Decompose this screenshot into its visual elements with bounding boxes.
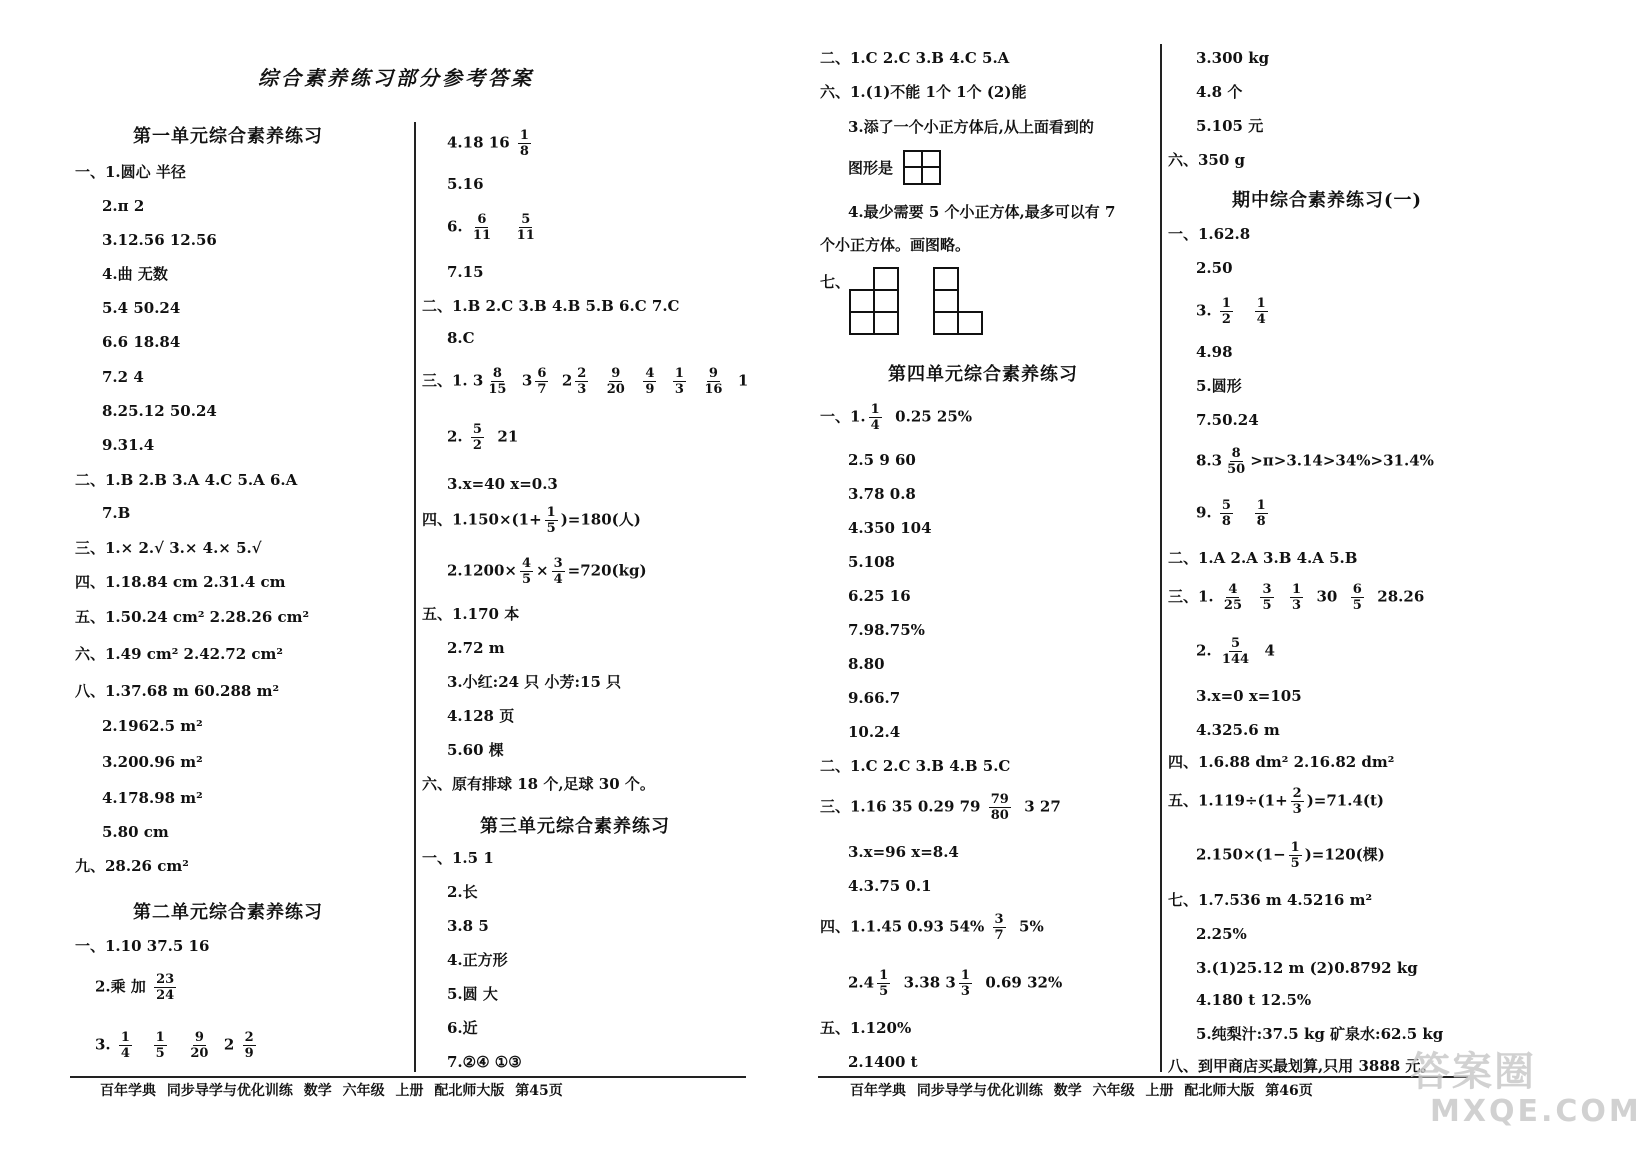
- text: ×: [536, 561, 549, 580]
- numerator: 1: [870, 402, 880, 417]
- numerator: 5: [1230, 636, 1240, 651]
- text: 21: [497, 427, 519, 446]
- fraction: [643, 366, 656, 397]
- answer-line-figure: [848, 158, 893, 178]
- answer-line-fraction: [820, 792, 1061, 823]
- fraction: [959, 968, 972, 999]
- fraction: [486, 366, 508, 397]
- denominator: 11: [472, 228, 491, 243]
- denominator: 3: [1291, 598, 1301, 613]
- answer-line-fraction: [95, 972, 179, 1003]
- answer-line: 2.25%: [1196, 925, 1247, 943]
- numerator: 3: [553, 556, 563, 571]
- denominator: 8: [1256, 514, 1266, 529]
- numerator: 5: [1221, 498, 1231, 513]
- answer-line: 5.108: [848, 553, 895, 571]
- text: 2.1200×: [447, 561, 517, 580]
- denominator: 7: [994, 928, 1004, 943]
- answer-line: 六、1.49 cm² 2.42.72 cm²: [75, 645, 283, 663]
- text: 2.150×(1−: [1196, 845, 1286, 864]
- answer-line: 3.(1)25.12 m (2)0.8792 kg: [1196, 959, 1418, 977]
- denominator: 9: [645, 382, 655, 397]
- column-divider: [1160, 44, 1162, 1072]
- fraction: [989, 792, 1011, 823]
- numerator: 1: [120, 1030, 130, 1045]
- answer-line: 六、原有排球 18 个,足球 30 个。: [422, 775, 655, 793]
- fraction: [877, 968, 890, 999]
- answer-line: 8.C: [447, 329, 475, 347]
- page-footer: 百年学典 同步导学与优化训练 数学 六年级 上册 配北师大版 第46页: [850, 1083, 1313, 1099]
- answer-line: 二、1.B 2.B 3.A 4.C 5.A 6.A: [75, 471, 298, 489]
- fraction: [993, 912, 1006, 943]
- fraction: [1260, 582, 1273, 613]
- numerator: 5: [472, 422, 482, 437]
- answer-line-fraction: [95, 1030, 259, 1061]
- numerator: 1: [674, 366, 684, 381]
- answer-line-fraction: [447, 128, 534, 159]
- answer-line: 2.长: [447, 883, 478, 901]
- answer-line: 四、1.6.88 dm² 2.16.82 dm²: [1168, 753, 1395, 771]
- answer-line: 5.16: [447, 175, 484, 193]
- denominator: 2: [472, 438, 482, 453]
- fraction: [575, 366, 588, 397]
- denominator: 4: [553, 572, 563, 587]
- text: 2: [223, 1035, 235, 1054]
- denominator: 5: [155, 1046, 165, 1061]
- denominator: 4: [1256, 312, 1266, 327]
- denominator: 3: [577, 382, 587, 397]
- text: )=180(人): [560, 510, 641, 529]
- numerator: 1: [1221, 296, 1231, 311]
- numerator: 1: [1290, 840, 1300, 855]
- denominator: 20: [606, 382, 625, 397]
- numerator: 1: [1256, 498, 1266, 513]
- answer-line: 2.π 2: [102, 197, 145, 215]
- fraction: [1255, 296, 1268, 327]
- numerator: 3: [1262, 582, 1272, 597]
- answer-line: 7.15: [447, 263, 484, 281]
- denominator: 3: [674, 382, 684, 397]
- fraction: [154, 972, 176, 1003]
- page-title: 综合素养练习部分参考答案: [258, 66, 534, 90]
- fraction: [471, 212, 493, 243]
- answer-line: 九、28.26 cm²: [75, 857, 189, 875]
- answer-line: 八、到甲商店买最划算,只用 3888 元。: [1168, 1057, 1436, 1075]
- denominator: 11: [516, 228, 535, 243]
- answer-line: 4.曲 无数: [102, 265, 168, 283]
- answer-line: 10.2.4: [848, 723, 901, 741]
- text: 2.: [1196, 641, 1212, 660]
- numerator: 79: [990, 792, 1009, 807]
- answer-line: 3.8 5: [447, 917, 489, 935]
- answer-line: 8.80: [848, 655, 885, 673]
- denominator: 8: [519, 144, 529, 159]
- answer-line: 4.325.6 m: [1196, 721, 1280, 739]
- text: 1: [737, 371, 749, 390]
- block-views-figure: [848, 266, 988, 340]
- denominator: 9: [244, 1046, 254, 1061]
- answer-line: 6.6 18.84: [102, 333, 181, 351]
- answer-line-fraction: [422, 505, 641, 536]
- answer-line: 5.4 50.24: [102, 299, 181, 317]
- denominator: 3: [960, 984, 970, 999]
- fraction: [1222, 582, 1244, 613]
- answer-line: 四、1.18.84 cm 2.31.4 cm: [75, 573, 286, 591]
- answer-line: 4.128 页: [447, 707, 515, 725]
- answer-line: 5.圆 大: [447, 985, 498, 1003]
- answer-line: 2.50: [1196, 259, 1233, 277]
- numerator: 8: [1231, 446, 1241, 461]
- answer-line: 3.x=0 x=105: [1196, 687, 1302, 705]
- fraction: [545, 505, 558, 536]
- answer-line: 一、1.10 37.5 16: [75, 937, 210, 955]
- answer-line: 五、1.120%: [820, 1019, 912, 1037]
- fraction: [518, 128, 531, 159]
- numerator: 2: [244, 1030, 254, 1045]
- numerator: 4: [645, 366, 655, 381]
- numerator: 4: [521, 556, 532, 571]
- denominator: 8: [1221, 514, 1231, 529]
- answer-line: 6.25 16: [848, 587, 911, 605]
- answer-line: 七、1.7.536 m 4.5216 m²: [1168, 891, 1373, 909]
- fraction: [520, 556, 533, 587]
- numerator: 1: [1291, 582, 1301, 597]
- numerator: 2: [577, 366, 587, 381]
- text: 四、1.150×(1+: [422, 510, 542, 529]
- answer-line: 一、1.5 1: [422, 849, 494, 867]
- answer-line: 二、1.A 2.A 3.B 4.A 5.B: [1168, 549, 1358, 567]
- fraction: [515, 212, 537, 243]
- text: 0.25 25%: [895, 407, 973, 426]
- text: 28.26: [1377, 587, 1425, 606]
- denominator: 5: [521, 572, 532, 587]
- answer-line-fraction: [820, 912, 1044, 943]
- numerator: 1: [879, 968, 889, 983]
- denominator: 5: [1352, 598, 1362, 613]
- answer-line: 3.78 0.8: [848, 485, 916, 503]
- answer-line: 3.x=96 x=8.4: [848, 843, 959, 861]
- denominator: 2: [1221, 312, 1231, 327]
- denominator: 5: [879, 984, 889, 999]
- text: 6.: [447, 217, 463, 236]
- fraction: [535, 366, 548, 397]
- answer-line: 八、1.37.68 m 60.288 m²: [75, 682, 280, 700]
- text: 30: [1316, 587, 1338, 606]
- answer-line: 一、1.62.8: [1168, 225, 1251, 243]
- numerator: 1: [519, 128, 529, 143]
- numerator: 5: [521, 212, 531, 227]
- denominator: 20: [190, 1046, 209, 1061]
- answer-line: 4.8 个: [1196, 83, 1243, 101]
- denominator: 5: [546, 521, 556, 536]
- denominator: 16: [704, 382, 723, 397]
- text: )=71.4(t): [1306, 791, 1385, 810]
- column-divider: [414, 122, 416, 1072]
- text: )=120(棵): [1304, 845, 1385, 864]
- answer-line: 二、1.C 2.C 3.B 4.C 5.A: [820, 49, 1010, 67]
- footer-rule: [70, 1076, 746, 1078]
- answer-line: 4.3.75 0.1: [848, 877, 932, 895]
- answer-line-fraction: [1196, 296, 1271, 327]
- numerator: 9: [194, 1030, 204, 1045]
- answer-line: 2.1962.5 m²: [102, 717, 203, 735]
- answer-line: 8.25.12 50.24: [102, 402, 217, 420]
- answer-line-fraction: [447, 422, 518, 453]
- answer-line: 7.B: [102, 504, 131, 522]
- fraction: [1290, 582, 1303, 613]
- answer-line-fraction: [1168, 786, 1384, 817]
- text: 8.3: [1196, 451, 1223, 470]
- numerator: 8: [492, 366, 502, 381]
- text: 一、1.: [820, 407, 866, 426]
- numerator: 6: [537, 366, 547, 381]
- fraction: [471, 422, 484, 453]
- text: >π>3.14>34%>31.4%: [1250, 451, 1434, 470]
- text: =720(kg): [567, 561, 647, 580]
- fraction: [552, 556, 565, 587]
- denominator: 15: [488, 382, 507, 397]
- text: 2.乘 加: [95, 977, 146, 996]
- watermark-url: MXQE.COM: [1430, 1094, 1642, 1129]
- answer-line-fraction: [1168, 582, 1424, 613]
- unit1-heading: 第一单元综合素养练习: [133, 126, 323, 147]
- answer-line-fraction: [1196, 636, 1275, 667]
- denominator: 25: [1223, 598, 1242, 613]
- answer-line: 2.72 m: [447, 639, 505, 657]
- answer-line: 4.最少需要 5 个小正方体,最多可以有 7: [848, 203, 1116, 221]
- answer-line-fraction: [1196, 840, 1385, 871]
- answer-line: 4.180 t 12.5%: [1196, 991, 1312, 1009]
- answer-line: 五、1.170 本: [422, 605, 520, 623]
- fraction: [605, 366, 627, 397]
- denominator: 3: [1292, 802, 1302, 817]
- answer-line-fraction: [447, 212, 540, 243]
- page-footer: 百年学典 同步导学与优化训练 数学 六年级 上册 配北师大版 第45页: [100, 1083, 563, 1099]
- answer-line-fraction: [1196, 498, 1271, 529]
- answer-line-fraction: [820, 402, 972, 433]
- answer-line: 3.添了一个小正方体后,从上面看到的: [848, 118, 1094, 136]
- unit2-heading: 第二单元综合素养练习: [133, 902, 323, 923]
- denominator: 5: [1290, 856, 1300, 871]
- answer-line: 5.圆形: [1196, 377, 1242, 395]
- answer-line: 5.纯梨汁:37.5 kg 矿泉水:62.5 kg: [1196, 1025, 1444, 1043]
- denominator: 7: [537, 382, 547, 397]
- answer-line: 二、1.B 2.C 3.B 4.B 5.B 6.C 7.C: [422, 297, 680, 315]
- numerator: 6: [1352, 582, 1362, 597]
- text: 3.: [95, 1035, 111, 1054]
- answer-line: 2.5 9 60: [848, 451, 916, 469]
- answer-line: 五、1.50.24 cm² 2.28.26 cm²: [75, 608, 310, 626]
- answer-line: 六、350 g: [1168, 151, 1246, 169]
- text: 3.38 3: [903, 973, 956, 992]
- answer-line: 3.x=40 x=0.3: [447, 475, 558, 493]
- text: 3 27: [1024, 797, 1061, 816]
- unit3-heading: 第三单元综合素养练习: [480, 816, 670, 837]
- answer-line: 3.12.56 12.56: [102, 231, 217, 249]
- answer-line: 3.小红:24 只 小芳:15 只: [447, 673, 622, 691]
- text: 2.4: [848, 973, 875, 992]
- text: 0.69 32%: [985, 973, 1063, 992]
- denominator: 24: [156, 988, 175, 1003]
- fraction: [673, 366, 686, 397]
- answer-line-fraction: [447, 556, 647, 587]
- answer-line: 7.98.75%: [848, 621, 925, 639]
- fraction: [1351, 582, 1364, 613]
- text: 5%: [1019, 917, 1044, 936]
- answer-line: 六、1.(1)不能 1个 1个 (2)能: [820, 83, 1027, 101]
- numerator: 4: [1228, 582, 1238, 597]
- denominator: 4: [870, 418, 880, 433]
- answer-line: 3.200.96 m²: [102, 753, 203, 771]
- denominator: 80: [990, 808, 1009, 823]
- unit4-heading: 第四单元综合素养练习: [888, 364, 1078, 385]
- text: 2: [561, 371, 573, 390]
- answer-line: 5.80 cm: [102, 823, 169, 841]
- answer-line: 9.66.7: [848, 689, 901, 707]
- fraction: [1220, 636, 1251, 667]
- fraction: [1220, 296, 1233, 327]
- text: 2.: [447, 427, 463, 446]
- fraction: [1225, 446, 1247, 477]
- text: 3: [521, 371, 533, 390]
- answer-line: 7.50.24: [1196, 411, 1259, 429]
- fraction: [243, 1030, 256, 1061]
- answer-line: 4.98: [1196, 343, 1233, 361]
- numerator: 2: [1292, 786, 1302, 801]
- fraction: [1220, 498, 1233, 529]
- answer-line: 二、1.C 2.C 3.B 4.B 5.C: [820, 757, 1011, 775]
- text: 三、1.: [422, 371, 468, 390]
- answer-line: 4.178.98 m²: [102, 789, 203, 807]
- denominator: 144: [1221, 652, 1250, 667]
- numerator: 1: [546, 505, 556, 520]
- answer-line: 三、1.× 2.√ 3.× 4.× 5.√: [75, 539, 262, 557]
- text: 图形是: [848, 159, 894, 177]
- text: 3: [472, 371, 484, 390]
- watermark-logo: 答案圈: [1410, 1049, 1536, 1095]
- text: 三、1.: [1168, 587, 1214, 606]
- answer-line: 2.1400 t: [848, 1053, 918, 1071]
- top-view-figure: [903, 150, 943, 186]
- numerator: 3: [994, 912, 1004, 927]
- fraction: [154, 1030, 167, 1061]
- answer-line: 7.2 4: [102, 368, 144, 386]
- answer-line: 七、: [820, 273, 851, 291]
- denominator: 50: [1227, 462, 1246, 477]
- fraction: [119, 1030, 132, 1061]
- numerator: 1: [155, 1030, 165, 1045]
- answer-line: 一、1.圆心 半径: [75, 163, 186, 181]
- text: 三、1.16 35 0.29 79: [820, 797, 981, 816]
- answer-line-fraction: [848, 968, 1062, 999]
- numerator: 9: [708, 366, 718, 381]
- text: 五、1.119÷(1+: [1168, 791, 1288, 810]
- text: 四、1.1.45 0.93 54%: [820, 917, 985, 936]
- denominator: 5: [1262, 598, 1272, 613]
- answer-line: 4.正方形: [447, 951, 508, 969]
- fraction: [869, 402, 882, 433]
- fraction: [1289, 840, 1302, 871]
- answer-line: 3.300 kg: [1196, 49, 1270, 67]
- text: 4.18 16: [447, 133, 510, 152]
- footer-rule: [818, 1076, 1468, 1078]
- answer-line: 4.350 104: [848, 519, 932, 537]
- denominator: 4: [120, 1046, 130, 1061]
- answer-line-fraction: [422, 366, 748, 397]
- midterm-heading: 期中综合素养练习(一): [1232, 190, 1423, 211]
- answer-line: 7.②④ ①③: [447, 1053, 522, 1071]
- numerator: 1: [960, 968, 970, 983]
- answer-line: 9.31.4: [102, 436, 155, 454]
- answer-line: 6.近: [447, 1019, 478, 1037]
- answer-line: 5.105 元: [1196, 117, 1264, 135]
- text: 3.: [1196, 301, 1212, 320]
- text: 9.: [1196, 503, 1212, 522]
- fraction: [1255, 498, 1268, 529]
- answer-line: 个小正方体。画图略。: [820, 236, 971, 254]
- fraction: [1291, 786, 1304, 817]
- answer-line-fraction: [1196, 446, 1434, 477]
- numerator: 6: [477, 212, 487, 227]
- numerator: 23: [156, 972, 175, 987]
- answer-line: 5.60 棵: [447, 741, 504, 759]
- text: 4: [1264, 641, 1275, 660]
- fraction: [188, 1030, 210, 1061]
- fraction: [702, 366, 724, 397]
- numerator: 9: [611, 366, 621, 381]
- numerator: 1: [1256, 296, 1266, 311]
